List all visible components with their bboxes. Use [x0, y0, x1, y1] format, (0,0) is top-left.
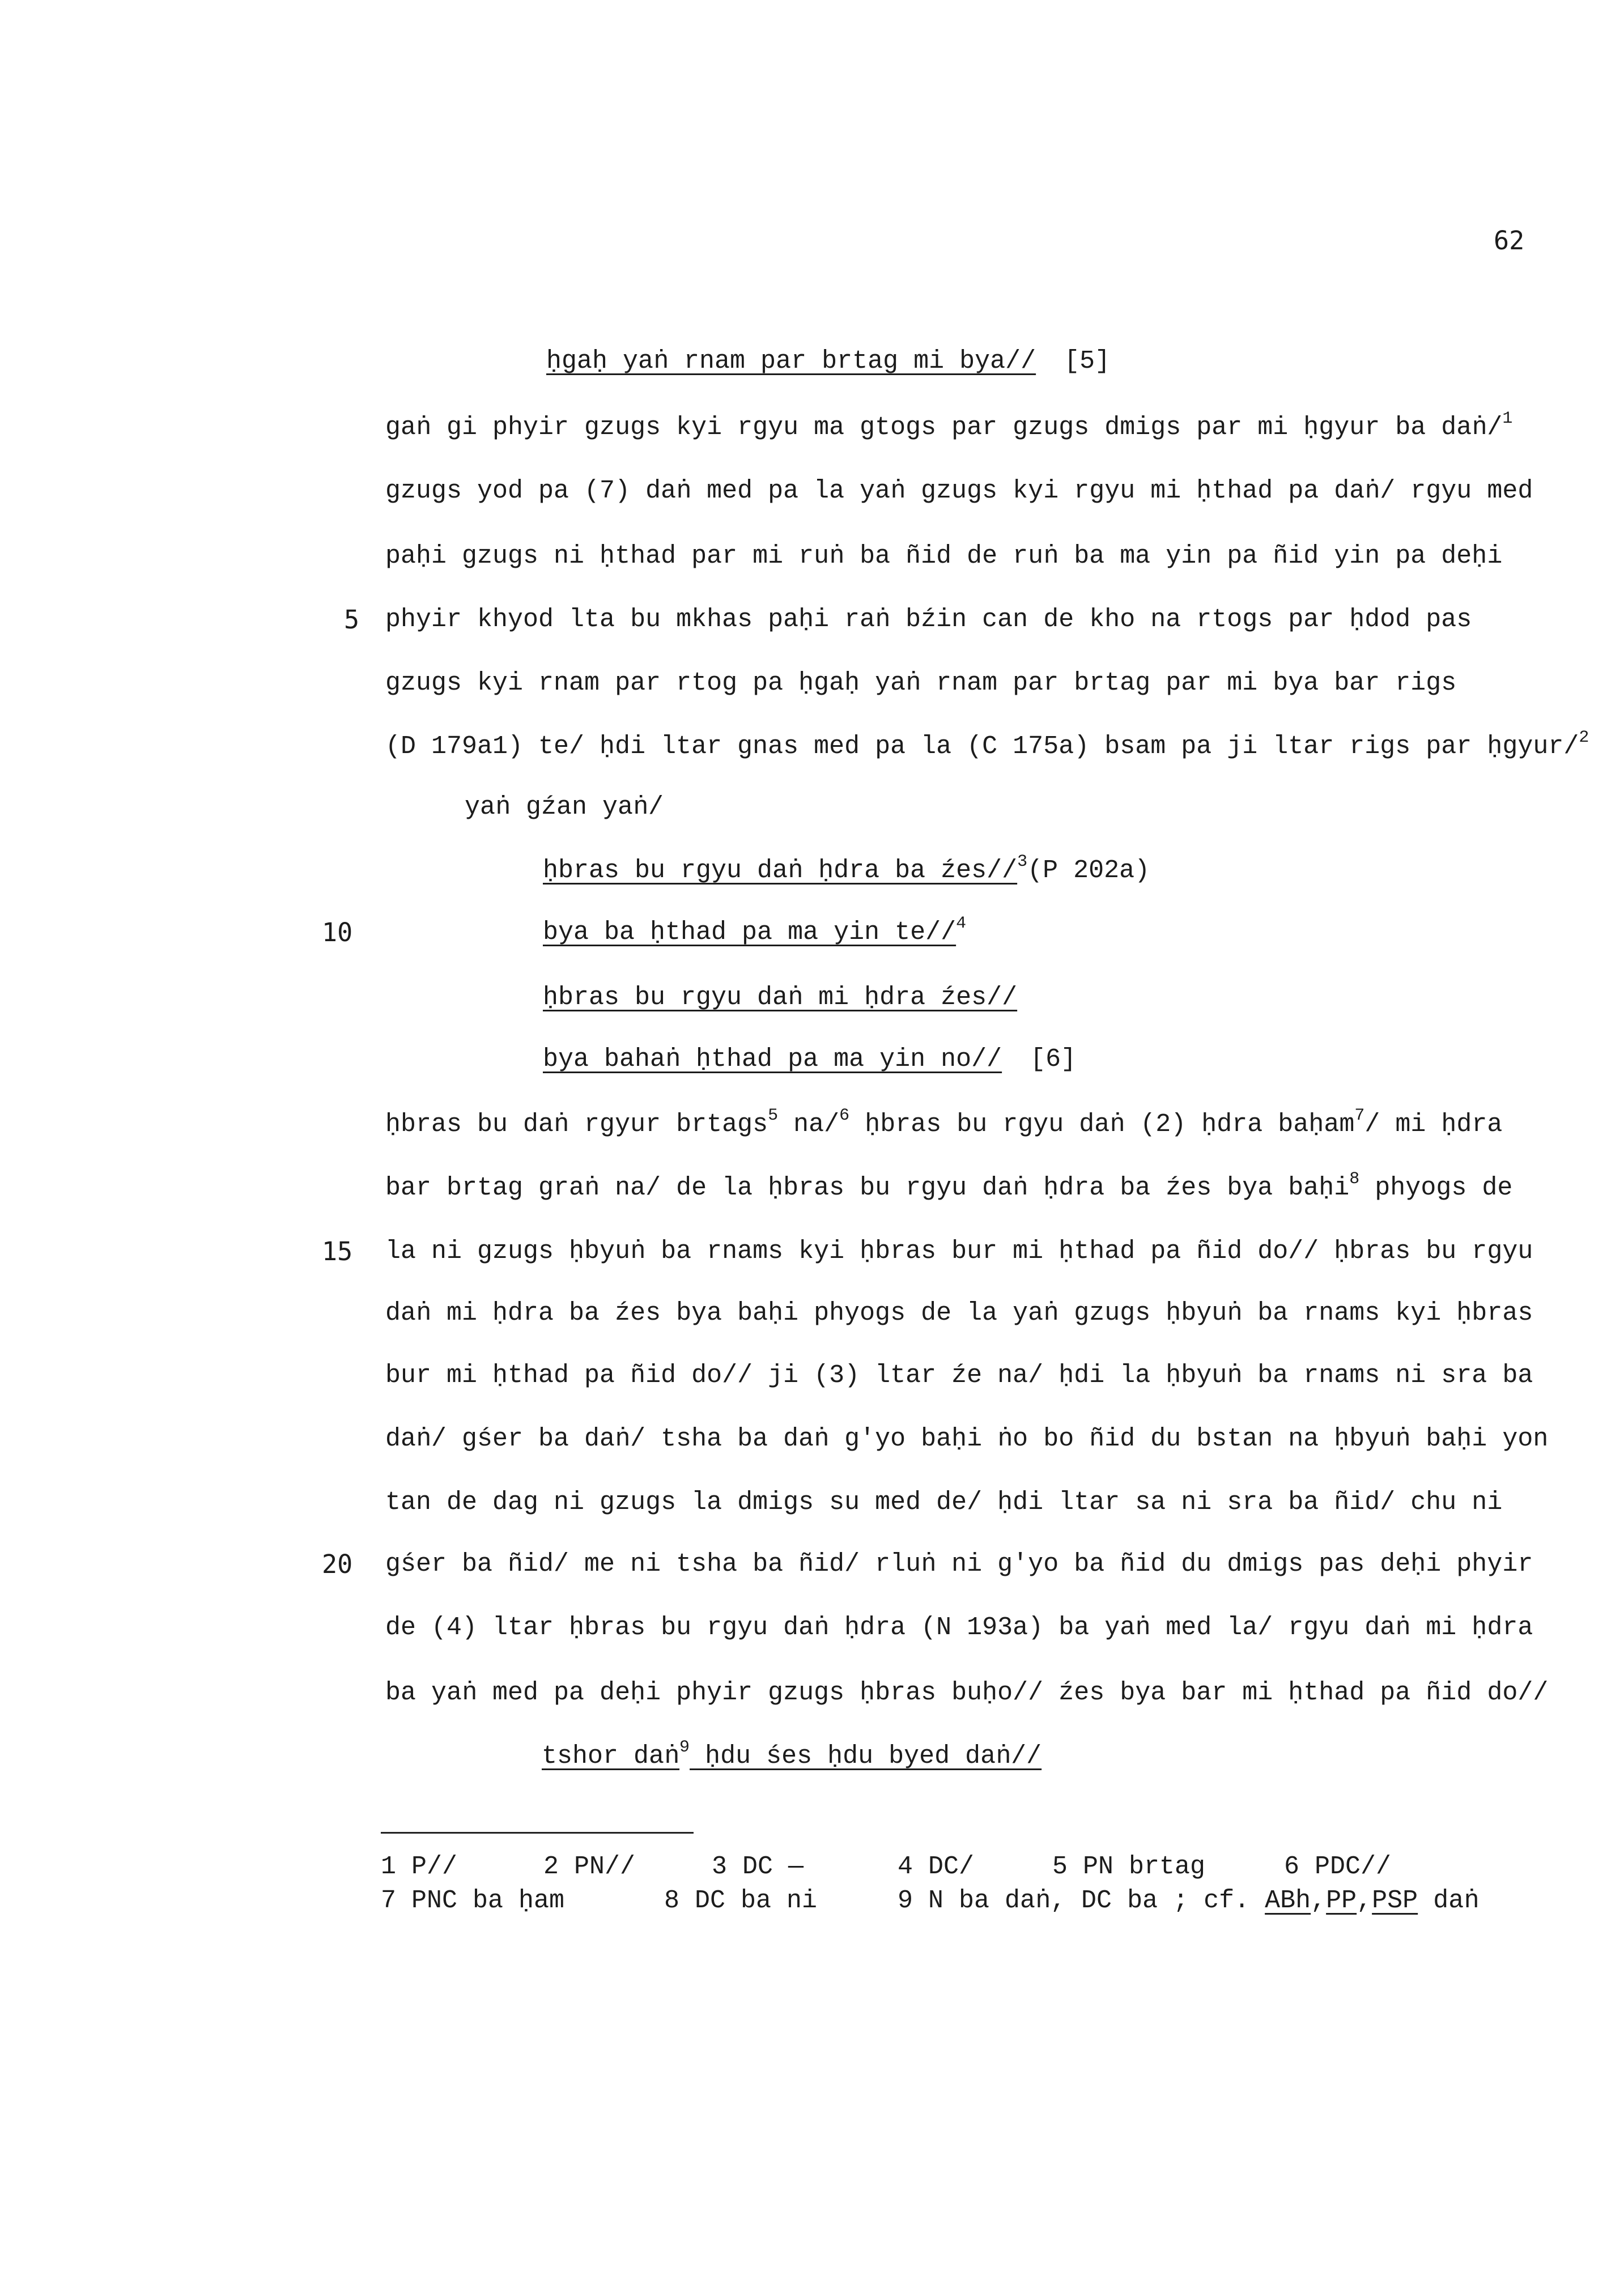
heading-title: ḥgaḥ yaṅ rnam par brtag mi bya//: [546, 347, 1036, 376]
footnote-marker: 6: [839, 1106, 850, 1125]
source-abbreviation: PP: [1326, 1886, 1357, 1915]
footnote-rule: [381, 1832, 694, 1834]
verse-reference: [5]: [1064, 347, 1111, 376]
footnote-text: ,: [1357, 1886, 1372, 1915]
text-line: daṅ mi ḥdra ba źes bya baḥi phyogs de la yaṅ gzugs ḥbyuṅ ba rnams kyi ḥbras: [385, 1299, 1533, 1328]
line-text: na/: [778, 1110, 840, 1139]
footnote: 6 PDC//: [1284, 1852, 1392, 1881]
source-abbreviation: ABh: [1265, 1886, 1311, 1915]
source-abbreviation: PSP: [1372, 1886, 1418, 1915]
footnote: [898, 1884, 1479, 1918]
footnote-marker: 1: [1502, 409, 1513, 428]
verse-text: ḥdu śes ḥdu byed daṅ//: [690, 1742, 1042, 1771]
footnote: 3 DC —: [712, 1852, 804, 1881]
text-line: de (4) ltar ḥbras bu rgyu daṅ ḥdra (N 193a) ba yaṅ med la/ rgyu daṅ mi ḥdra: [385, 1613, 1533, 1642]
footnote-marker: 9: [679, 1738, 690, 1757]
footnote-marker: 7: [1354, 1106, 1365, 1125]
text-line: phyir khyod lta bu mkhas paḥi raṅ bźin can de kho na rtogs par ḥdod pas: [385, 605, 1472, 634]
text-line: [385, 1108, 1502, 1142]
text-line: paḥi gzugs ni ḥthad par mi ruṅ ba ñid de ruṅ ba ma yin pa ñid yin pa deḥi: [385, 542, 1503, 571]
footnote-marker: 4: [956, 914, 967, 933]
footnote-text: daṅ: [1418, 1886, 1480, 1915]
text-line: [385, 1171, 1512, 1205]
text-line: [385, 730, 1589, 764]
page-number: 62: [1494, 226, 1525, 256]
verse-text: tshor daṅ: [542, 1742, 680, 1771]
footnote: 2 PN//: [543, 1852, 636, 1881]
line-number: 15: [322, 1236, 353, 1266]
edition-reference: (P 202a): [1027, 856, 1150, 885]
footnote: 7 PNC ba ḥam: [381, 1886, 565, 1915]
verse-text: bya bahaṅ ḥthad pa ma yin no//: [543, 1045, 1002, 1074]
text-line: daṅ/ gśer ba daṅ/ tsha ba daṅ g'yo baḥi ṅo bo ñid du bstan na ḥbyuṅ baḥi yon: [385, 1425, 1549, 1453]
footnote-text: ,: [1311, 1886, 1327, 1915]
text-line: [385, 411, 1512, 445]
text-line: gzugs kyi rnam par rtog pa ḥgaḥ yaṅ rnam par brtag par mi bya bar rigs: [385, 669, 1457, 698]
verse-reference: [6]: [1030, 1045, 1077, 1074]
footnote-marker: 8: [1349, 1170, 1360, 1189]
line-text: / mi ḥdra: [1364, 1110, 1503, 1139]
line-text: phyogs de: [1359, 1173, 1513, 1202]
line-number: 20: [322, 1549, 353, 1579]
line-text: bar brtag graṅ na/ de la ḥbras bu rgyu daṅ ḥdra ba źes bya baḥi: [385, 1173, 1350, 1202]
text-line: tan de dag ni gzugs la dmigs su med de/ ḥdi ltar sa ni sra ba ñid/ chu ni: [385, 1488, 1503, 1517]
verse-text: ḥbras bu rgyu daṅ ḥdra ba źes//: [543, 856, 1018, 885]
verse-line: [543, 981, 1017, 1015]
text-line: ba yaṅ med pa deḥi phyir gzugs ḥbras buḥo// źes bya bar mi ḥthad pa ñid do//: [385, 1678, 1549, 1707]
verse-text: bya ba ḥthad pa ma yin te//: [543, 918, 956, 947]
text-line: bur mi ḥthad pa ñid do// ji (3) ltar źe na/ ḥdi la ḥbyuṅ ba rnams ni sra ba: [385, 1361, 1533, 1390]
line-text: ḥbras bu rgyu daṅ (2) ḥdra baḥam: [849, 1110, 1355, 1139]
footnote: 8 DC ba ni: [664, 1886, 818, 1915]
text-line: gzugs yod pa (7) daṅ med pa la yaṅ gzugs kyi rgyu mi ḥthad pa daṅ/ rgyu med: [385, 477, 1533, 505]
footnote-marker: 2: [1579, 728, 1589, 747]
text-line: la ni gzugs ḥbyuṅ ba rnams kyi ḥbras bur mi ḥthad pa ñid do// ḥbras bu rgyu: [385, 1237, 1533, 1266]
line-text: (D 179a1) te/ ḥdi ltar gnas med pa la (C 175a) bsam pa ji ltar rigs par ḥgyur/: [385, 732, 1579, 761]
verse-line: [543, 916, 966, 950]
verse-line: [542, 1740, 1041, 1774]
footnote: 5 PN brtag: [1052, 1852, 1206, 1881]
footnote-text: 9 N ba daṅ, DC ba ; cf.: [898, 1886, 1265, 1915]
verse-text: ḥbras bu rgyu daṅ mi ḥdra źes//: [543, 983, 1018, 1012]
section-heading: [546, 345, 1110, 379]
line-number: 10: [322, 917, 353, 947]
footnote: 1 P//: [381, 1852, 458, 1881]
verse-line: [543, 1043, 1076, 1077]
line-text: gaṅ gi phyir gzugs kyi rgyu ma gtogs par gzugs dmigs par mi ḥgyur ba daṅ/: [385, 413, 1503, 442]
line-text: ḥbras bu daṅ rgyur brtags: [385, 1110, 768, 1139]
footnote-marker: 5: [768, 1106, 779, 1125]
footnote: 4 DC/: [898, 1852, 975, 1881]
verse-line: [543, 854, 1150, 888]
text-line: gśer ba ñid/ me ni tsha ba ñid/ rluṅ ni g'yo ba ñid du dmigs pas deḥi phyir: [385, 1550, 1533, 1579]
text-line: yaṅ gźan yaṅ/: [465, 793, 664, 822]
line-number: 5: [344, 605, 360, 635]
footnote-marker: 3: [1017, 852, 1028, 871]
